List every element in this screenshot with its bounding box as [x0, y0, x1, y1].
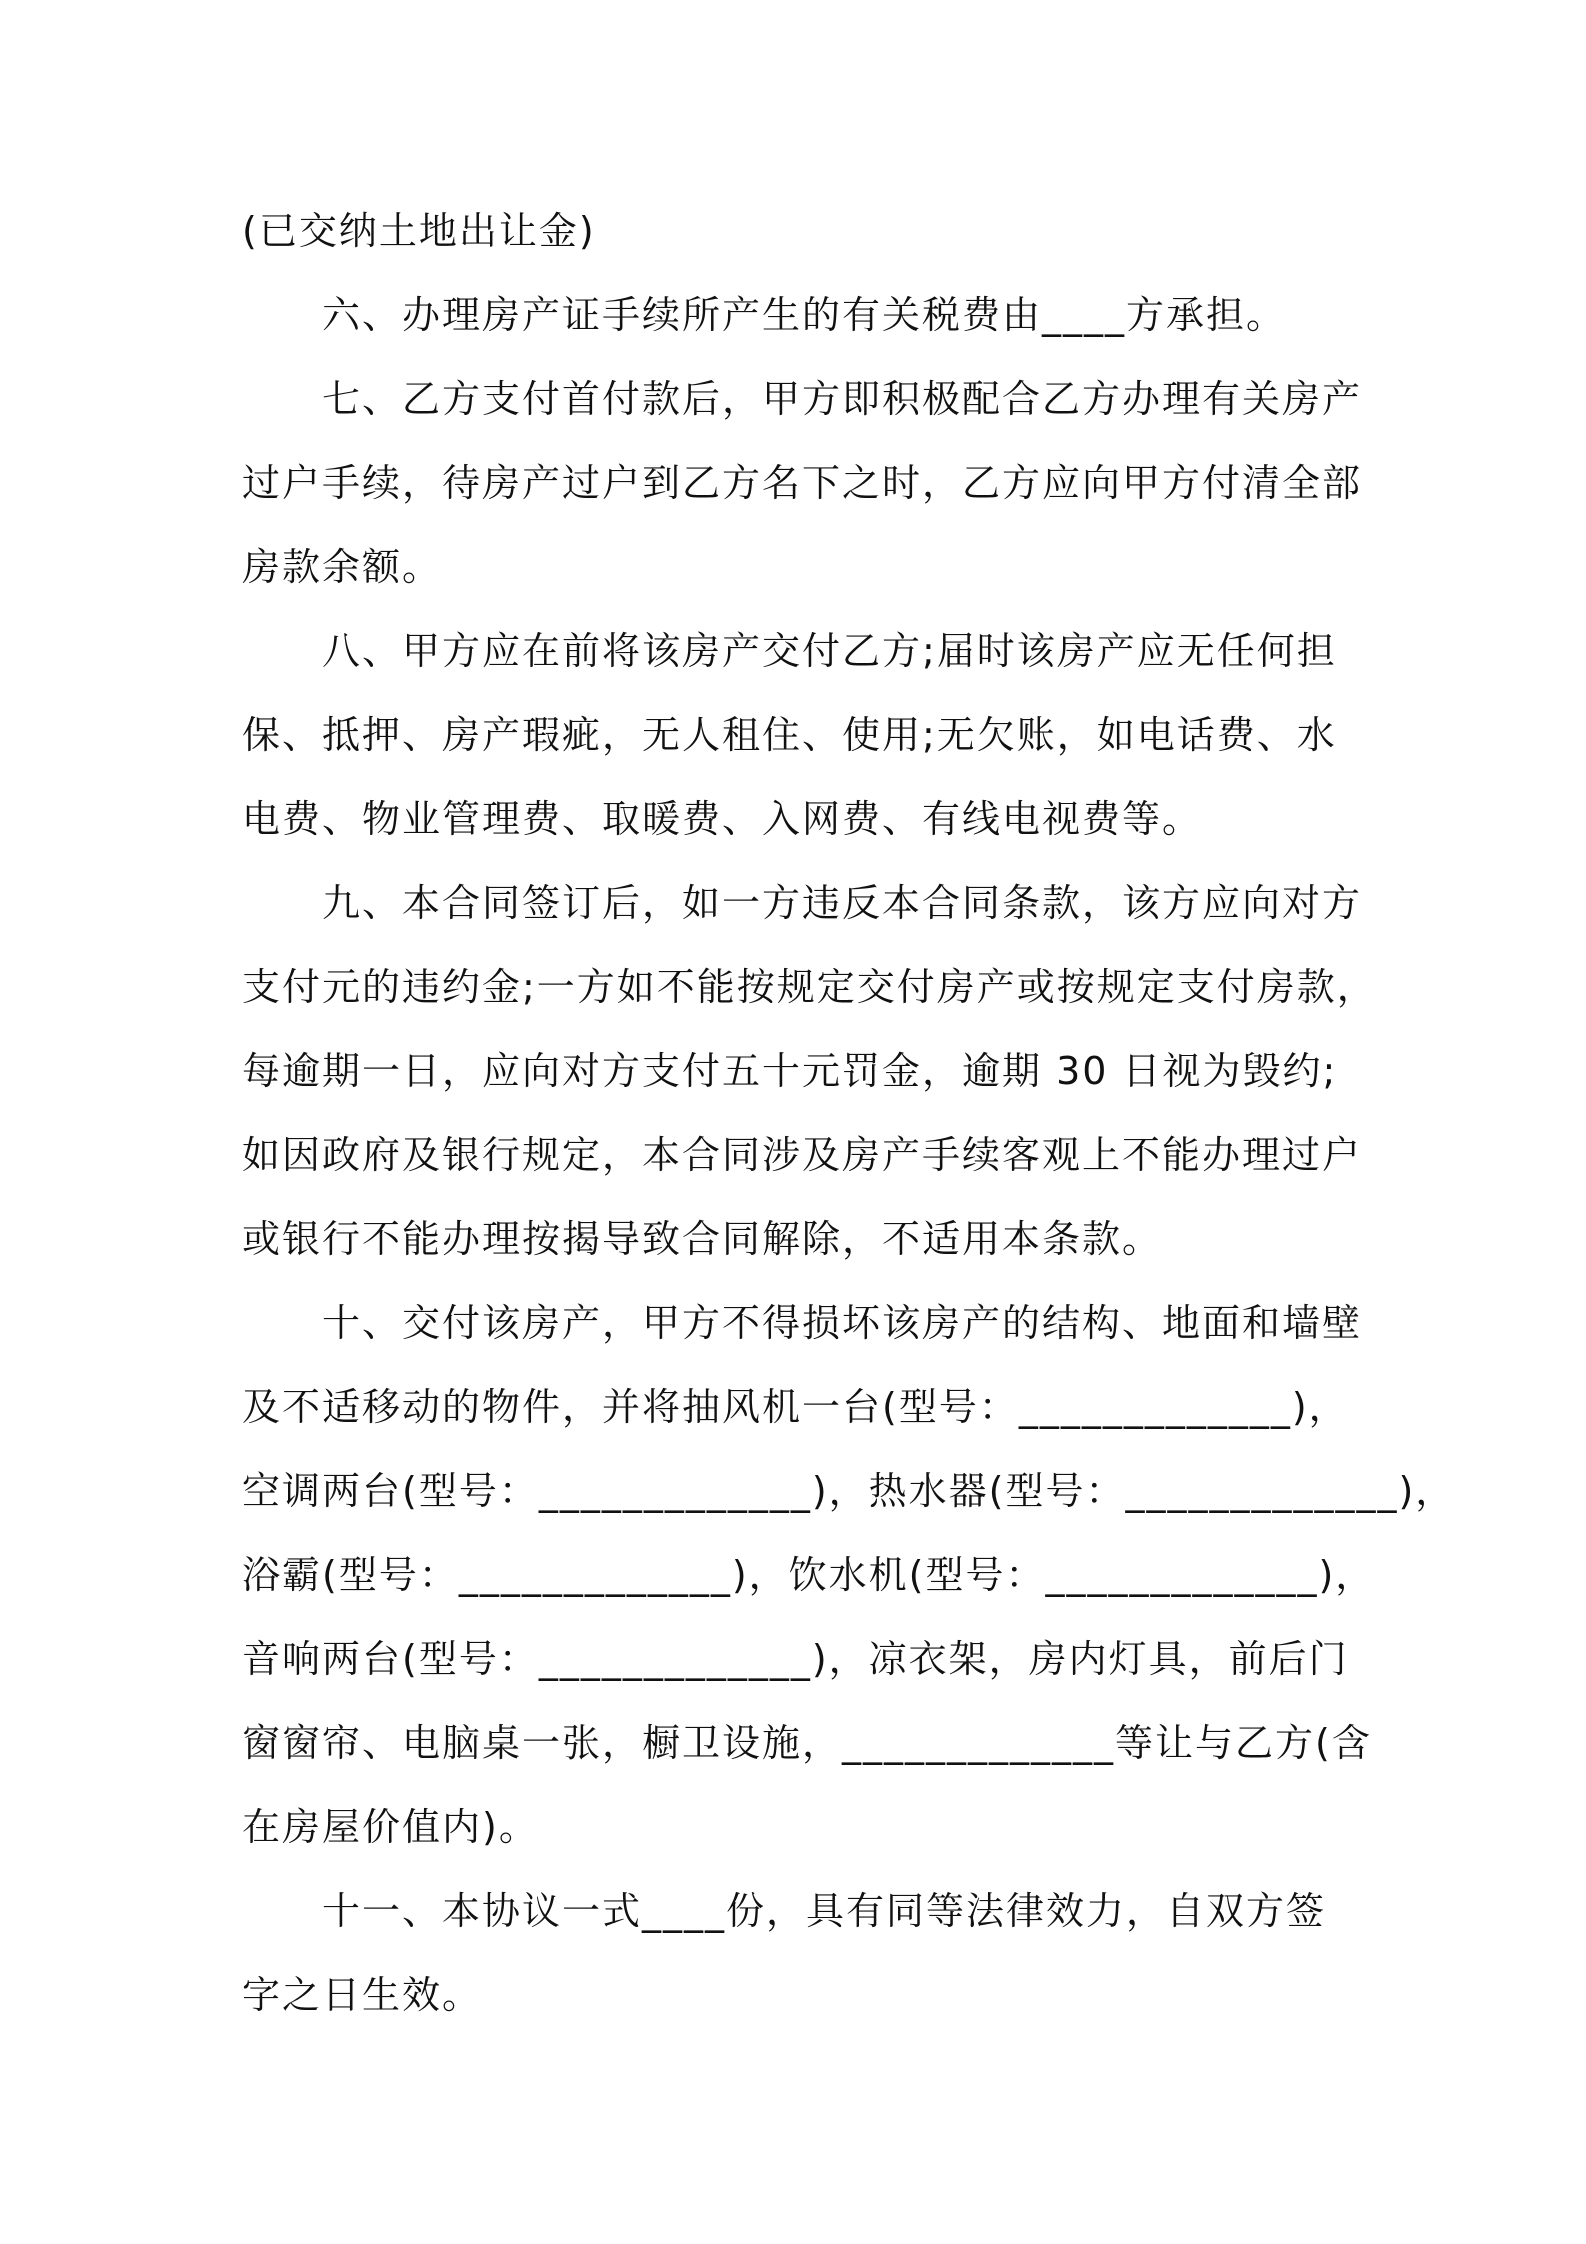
- text-line: 空调两台(型号：_____________)，热水器(型号：_____________)，: [242, 1469, 1456, 1513]
- text-line: 音响两台(型号：_____________)，凉衣架，房内灯具，前后门: [242, 1637, 1349, 1681]
- text-line: (已交纳土地出让金): [242, 209, 596, 253]
- text-line: 保、抵押、房产瑕疵，无人租住、使用;无欠账，如电话费、水: [242, 713, 1337, 757]
- text-line: 窗窗帘、电脑桌一张，橱卫设施，_____________等让与乙方(含: [242, 1721, 1372, 1765]
- text-line: 或银行不能办理按揭导致合同解除，不适用本条款。: [242, 1217, 1163, 1261]
- text-line: 电费、物业管理费、取暖费、入网费、有线电视费等。: [242, 797, 1203, 841]
- text-line: 过户手续，待房产过户到乙方名下之时，乙方应向甲方付清全部: [242, 461, 1363, 505]
- clause-11: 十一、本协议一式____份，具有同等法律效力，自双方签: [322, 1889, 1327, 1933]
- text-line: 浴霸(型号：_____________)，饮水机(型号：_____________)，: [242, 1553, 1376, 1597]
- clause-8: 八、甲方应在前将该房产交付乙方;届时该房产应无任何担: [322, 629, 1337, 673]
- clause-9: 九、本合同签订后，如一方违反本合同条款，该方应向对方: [322, 881, 1363, 925]
- text-line: 房款余额。: [242, 545, 443, 589]
- text-line: 支付元的违约金;一方如不能按规定交付房产或按规定支付房款，: [242, 965, 1377, 1009]
- clause-6: 六、办理房产证手续所产生的有关税费由____方承担。: [322, 293, 1287, 337]
- clause-10: 十、交付该房产，甲方不得损坏该房产的结构、地面和墙壁: [322, 1301, 1363, 1345]
- clause-7: 七、乙方支付首付款后，甲方即积极配合乙方办理有关房产: [322, 377, 1363, 421]
- text-line: 在房屋价值内)。: [242, 1805, 539, 1849]
- text-line: 每逾期一日，应向对方支付五十元罚金，逾期 30 日视为毁约;: [242, 1049, 1338, 1093]
- text-line: 字之日生效。: [242, 1973, 483, 2017]
- text-line: 如因政府及银行规定，本合同涉及房产手续客观上不能办理过户: [242, 1133, 1363, 1177]
- text-line: 及不适移动的物件，并将抽风机一台(型号：_____________)，: [242, 1385, 1349, 1429]
